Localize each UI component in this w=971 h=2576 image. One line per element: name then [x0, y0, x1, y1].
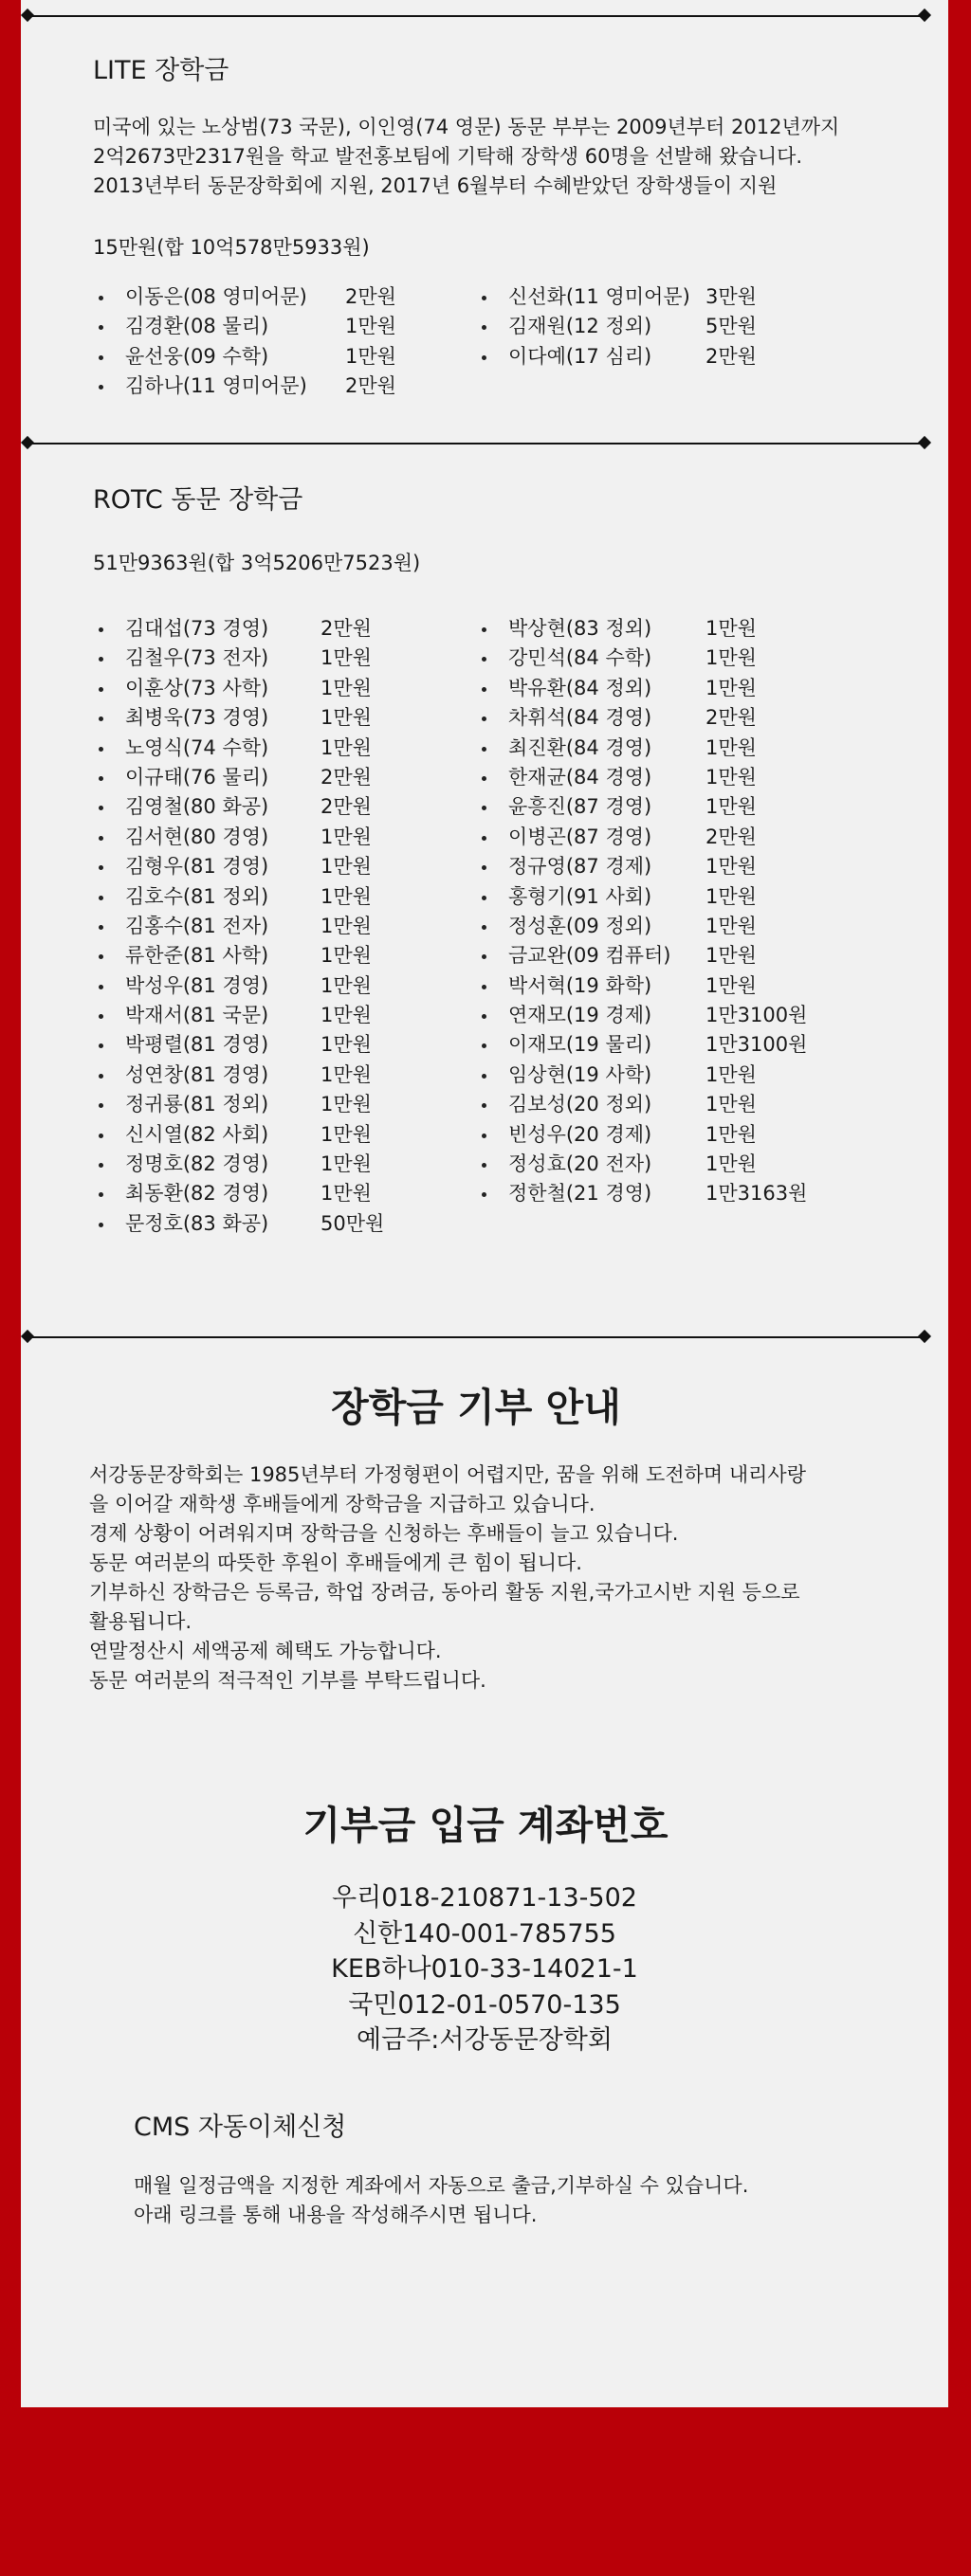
- bullet-icon: [99, 1163, 103, 1168]
- donor-item: [99, 703, 478, 733]
- donor-name: 빈성우(20 경제): [508, 1122, 652, 1146]
- donor-amount: 1만원: [321, 914, 372, 937]
- bullet-icon: [482, 1134, 486, 1138]
- bullet-icon: [482, 1074, 486, 1079]
- donor-item: [99, 792, 478, 822]
- donor-item: [482, 674, 861, 703]
- account-list: [21, 1880, 948, 2059]
- donor-amount: 2만원: [321, 765, 372, 789]
- bullet-icon: [99, 954, 103, 959]
- lite-donor-list-right: [482, 282, 861, 372]
- bullet-icon: [99, 1192, 103, 1197]
- donor-name: 김영철(80 화공): [125, 795, 269, 819]
- bullet-icon: [482, 747, 486, 752]
- donor-amount: 50만원: [321, 1211, 385, 1235]
- bullet-icon: [99, 836, 103, 841]
- donor-amount: 1만원: [321, 884, 372, 908]
- donor-item: [99, 941, 478, 971]
- donor-amount: 1만원: [321, 1033, 372, 1057]
- bullet-icon: [99, 1103, 103, 1108]
- donor-item: [482, 644, 861, 673]
- section-divider: [21, 9, 931, 23]
- donor-item: [482, 971, 861, 1001]
- rotc-donor-list-left: [99, 614, 478, 1239]
- donor-name: 류한준(81 사학): [125, 944, 269, 968]
- bullet-icon: [99, 717, 103, 721]
- donor-name: 이동은(08 영미어문): [125, 285, 307, 308]
- bullet-icon: [482, 325, 486, 330]
- bullet-icon: [482, 657, 486, 662]
- donor-amount: 2만원: [321, 617, 372, 640]
- donor-amount: 1만원: [705, 735, 757, 759]
- bullet-icon: [482, 896, 486, 900]
- donor-name: 김재원(12 정외): [508, 315, 652, 338]
- donor-name: 정귀룡(81 정외): [125, 1093, 269, 1116]
- donor-name: 김경환(08 물리): [125, 315, 269, 338]
- bullet-icon: [482, 865, 486, 870]
- donor-item: [99, 614, 478, 644]
- donor-item: [99, 1120, 478, 1150]
- bullet-icon: [99, 925, 103, 930]
- donor-name: 차휘석(84 경영): [508, 706, 652, 730]
- lite-description: 미국에 있는 노상범(73 국문), 이인영(74 영문) 동문 부부는 2009년부터 2012년까지 2억2673만2317원을 학교 발전홍보팀에 기탁해 장학생 60명을 선발해 왔습니다. 2013년부터 동문장학회에 지원, 2017년 6월부터 수혜받았던 장학생들이 지원: [93, 116, 840, 197]
- donor-item: [482, 852, 861, 881]
- section-divider: [21, 437, 931, 450]
- bullet-icon: [482, 1014, 486, 1019]
- donor-name: 김보성(20 정외): [508, 1093, 652, 1116]
- donor-name: 문정호(83 화공): [125, 1211, 269, 1235]
- bullet-icon: [99, 806, 103, 810]
- bullet-icon: [99, 1043, 103, 1048]
- donor-item: [482, 734, 861, 763]
- donor-amount: 1만원: [705, 1152, 757, 1176]
- donor-name: 김홍수(81 전자): [125, 914, 269, 937]
- donor-name: 금교완(09 컴퓨터): [508, 944, 671, 968]
- donor-amount: 1만원: [705, 1093, 757, 1116]
- bullet-icon: [482, 355, 486, 360]
- donor-amount: 1만3100원: [705, 1033, 808, 1057]
- bullet-icon: [482, 296, 486, 300]
- donor-item: [99, 312, 478, 341]
- donor-amount: 1만원: [705, 617, 757, 640]
- donor-item: [482, 342, 861, 372]
- donor-name: 박상현(83 정외): [508, 617, 652, 640]
- bullet-icon: [99, 627, 103, 632]
- bullet-icon: [482, 717, 486, 721]
- donor-amount: 1만원: [321, 646, 372, 670]
- donor-amount: 1만원: [705, 646, 757, 670]
- bullet-icon: [99, 985, 103, 989]
- donor-amount: 1만원: [321, 855, 372, 879]
- bullet-icon: [99, 776, 103, 781]
- bullet-icon: [99, 657, 103, 662]
- donor-item: [99, 823, 478, 852]
- donor-name: 홍형기(91 사회): [508, 884, 652, 908]
- donor-amount: 1만원: [321, 1122, 372, 1146]
- donor-name: 박성우(81 경영): [125, 973, 269, 997]
- donor-amount: 1만원: [345, 315, 396, 338]
- donor-item: [482, 703, 861, 733]
- donor-amount: 2만원: [345, 374, 396, 398]
- donation-guide-text: 서강동문장학회는 1985년부터 가정형편이 어렵지만, 꿈을 위해 도전하며 내리사랑 을 이어갈 재학생 후배들에게 장학금을 지급하고 있습니다. 경제 상황이 어려워지며 장학금을 신청하는 후배들이 늘고 있습니다. 동문 여러분의 따뜻한 후원이 후배들에게 큰 힘이 됩니다. 기부하신 장학금은 등록금, 학업 장려금, 동아리 활동 지원,국가고시반 지원 등으로 활용됩니다. 연말정산시 세액공제 혜택도 가능합니다. 동문 여러분의 적극적인 기부를 부탁드립니다.: [89, 1463, 806, 1692]
- donor-amount: 1만3163원: [705, 1182, 808, 1206]
- bullet-icon: [99, 747, 103, 752]
- donor-item: [99, 1209, 478, 1239]
- section-divider: [21, 1331, 931, 1344]
- bullet-icon: [99, 325, 103, 330]
- donor-amount: 1만원: [705, 1122, 757, 1146]
- bullet-icon: [99, 896, 103, 900]
- donor-name: 김철우(73 전자): [125, 646, 269, 670]
- donor-name: 신시열(82 사회): [125, 1122, 269, 1146]
- bullet-icon: [482, 1043, 486, 1048]
- donor-item: [99, 971, 478, 1001]
- bullet-icon: [482, 985, 486, 989]
- donor-item: [99, 372, 478, 401]
- donor-amount: 1만원: [321, 973, 372, 997]
- donor-amount: 1만원: [321, 944, 372, 968]
- account-shinhan: 신한140-001-785755: [353, 1918, 616, 1949]
- bullet-icon: [99, 355, 103, 360]
- donor-amount: 1만원: [321, 1152, 372, 1176]
- donor-name: 윤흥진(87 경영): [508, 795, 652, 819]
- bullet-icon: [482, 687, 486, 692]
- donor-name: 이재모(19 물리): [508, 1033, 652, 1057]
- donor-name: 이병곤(87 경영): [508, 825, 652, 848]
- donor-item: [99, 763, 478, 792]
- lite-donor-list-left: [99, 282, 478, 402]
- donor-name: 이훈상(73 사학): [125, 676, 269, 699]
- donor-amount: 1만원: [321, 1182, 372, 1206]
- donor-name: 정성훈(09 정외): [508, 914, 652, 937]
- rotc-donor-list-right: [482, 614, 861, 1209]
- cms-title: CMS 자동이체신청: [134, 2113, 347, 2142]
- bullet-icon: [482, 836, 486, 841]
- donor-item: [482, 614, 861, 644]
- donor-name: 노영식(74 수학): [125, 735, 269, 759]
- bullet-icon: [482, 954, 486, 959]
- bullet-icon: [482, 1163, 486, 1168]
- bullet-icon: [99, 296, 103, 300]
- bullet-icon: [482, 776, 486, 781]
- donor-name: 박서혁(19 화학): [508, 973, 652, 997]
- donor-amount: 1만원: [321, 706, 372, 730]
- donor-name: 한재균(84 경영): [508, 765, 652, 789]
- donor-item: [482, 1120, 861, 1150]
- donor-name: 김호수(81 정외): [125, 884, 269, 908]
- donor-amount: 3만원: [705, 285, 757, 308]
- donor-amount: 2만원: [345, 285, 396, 308]
- rotc-section-title: ROTC 동문 장학금: [93, 485, 303, 515]
- donor-amount: 5만원: [705, 315, 757, 338]
- donor-amount: 2만원: [321, 795, 372, 819]
- donor-name: 최병욱(73 경영): [125, 706, 269, 730]
- donor-amount: 2만원: [705, 706, 757, 730]
- bullet-icon: [482, 925, 486, 930]
- donor-name: 김대섭(73 경영): [125, 617, 269, 640]
- bullet-icon: [482, 1192, 486, 1197]
- donor-item: [482, 882, 861, 912]
- bullet-icon: [99, 687, 103, 692]
- donor-item: [482, 1001, 861, 1030]
- donor-item: [482, 1030, 861, 1060]
- donor-amount: 1만3100원: [705, 1004, 808, 1027]
- donor-name: 김형우(81 경영): [125, 855, 269, 879]
- donor-item: [482, 823, 861, 852]
- donor-item: [99, 882, 478, 912]
- donor-name: 김서현(80 경영): [125, 825, 269, 848]
- donor-item: [99, 852, 478, 881]
- donor-amount: 1만원: [705, 676, 757, 699]
- bullet-icon: [482, 1103, 486, 1108]
- donor-name: 성연창(81 경영): [125, 1062, 269, 1086]
- donor-amount: 1만원: [321, 1004, 372, 1027]
- donor-amount: 1만원: [705, 884, 757, 908]
- lite-section-title: LITE 장학금: [93, 56, 229, 85]
- donor-item: [482, 792, 861, 822]
- donor-name: 정성효(20 전자): [508, 1152, 652, 1176]
- donor-amount: 1만원: [321, 1093, 372, 1116]
- donor-item: [482, 312, 861, 341]
- donor-item: [482, 282, 861, 312]
- donor-name: 박재서(81 국문): [125, 1004, 269, 1027]
- donor-name: 정한철(21 경영): [508, 1182, 652, 1206]
- donor-item: [482, 1179, 861, 1208]
- donor-amount: 1만원: [321, 1062, 372, 1086]
- donor-name: 정규영(87 경제): [508, 855, 652, 879]
- donor-item: [99, 1001, 478, 1030]
- donor-amount: 2만원: [705, 825, 757, 848]
- donor-item: [482, 1090, 861, 1119]
- donor-item: [99, 734, 478, 763]
- bullet-icon: [99, 1134, 103, 1138]
- bullet-icon: [99, 1223, 103, 1227]
- donor-amount: 1만원: [705, 795, 757, 819]
- donor-item: [482, 941, 861, 971]
- donor-amount: 1만원: [321, 825, 372, 848]
- donor-name: 박유환(84 정외): [508, 676, 652, 699]
- donor-amount: 1만원: [321, 735, 372, 759]
- bullet-icon: [99, 385, 103, 390]
- donor-amount: 1만원: [321, 676, 372, 699]
- donor-name: 신선화(11 영미어문): [508, 285, 690, 308]
- donor-item: [482, 1150, 861, 1179]
- donor-amount: 1만원: [705, 765, 757, 789]
- donor-item: [99, 1030, 478, 1060]
- donor-name: 이다예(17 심리): [508, 344, 652, 368]
- donor-amount: 1만원: [705, 973, 757, 997]
- donor-item: [99, 644, 478, 673]
- donor-amount: 1만원: [705, 1062, 757, 1086]
- donor-item: [482, 1061, 861, 1090]
- account-holder: 예금주:서강동문장학회: [357, 2025, 613, 2055]
- donor-name: 김하나(11 영미어문): [125, 374, 307, 398]
- donor-item: [99, 342, 478, 372]
- account-keb-hana: KEB하나010-33-14021-1: [331, 1954, 638, 1984]
- donor-item: [99, 912, 478, 941]
- donor-item: [482, 763, 861, 792]
- account-woori: 우리018-210871-13-502: [332, 1883, 637, 1913]
- donor-amount: 1만원: [705, 855, 757, 879]
- lite-total: 15만원(합 10억578만5933원): [93, 236, 370, 259]
- donor-item: [99, 282, 478, 312]
- donor-name: 정명호(82 경영): [125, 1152, 269, 1176]
- rotc-total: 51만9363원(합 3억5206만7523원): [93, 552, 421, 574]
- donor-name: 강민석(84 수학): [508, 646, 652, 670]
- bullet-icon: [99, 1014, 103, 1019]
- account-kookmin: 국민012-01-0570-135: [348, 1989, 621, 2020]
- donor-item: [99, 1179, 478, 1208]
- cms-description: 매월 일정금액을 지정한 계좌에서 자동으로 출금,기부하실 수 있습니다. 아래 링크를 통해 내용을 작성해주시면 됩니다.: [134, 2174, 749, 2226]
- bullet-icon: [482, 806, 486, 810]
- donor-item: [482, 912, 861, 941]
- donor-item: [99, 1090, 478, 1119]
- donation-guide-title: 장학금 기부 안내: [331, 1385, 621, 1430]
- donor-name: 임상현(19 사학): [508, 1062, 652, 1086]
- bullet-icon: [99, 1074, 103, 1079]
- donor-amount: 1만원: [705, 944, 757, 968]
- donor-name: 박평렬(81 경영): [125, 1033, 269, 1057]
- donor-item: [99, 1150, 478, 1179]
- donor-amount: 2만원: [705, 344, 757, 368]
- donor-amount: 1만원: [345, 344, 396, 368]
- donor-item: [99, 674, 478, 703]
- bullet-icon: [482, 627, 486, 632]
- account-section-title: 기부금 입금 계좌번호: [302, 1803, 669, 1848]
- donor-name: 최동환(82 경영): [125, 1182, 269, 1206]
- donor-item: [99, 1061, 478, 1090]
- donor-name: 연재모(19 경제): [508, 1004, 652, 1027]
- donor-name: 이규태(76 물리): [125, 765, 269, 789]
- bullet-icon: [99, 865, 103, 870]
- donor-name: 최진환(84 경영): [508, 735, 652, 759]
- donor-name: 윤선웅(09 수학): [125, 344, 269, 368]
- donor-amount: 1만원: [705, 914, 757, 937]
